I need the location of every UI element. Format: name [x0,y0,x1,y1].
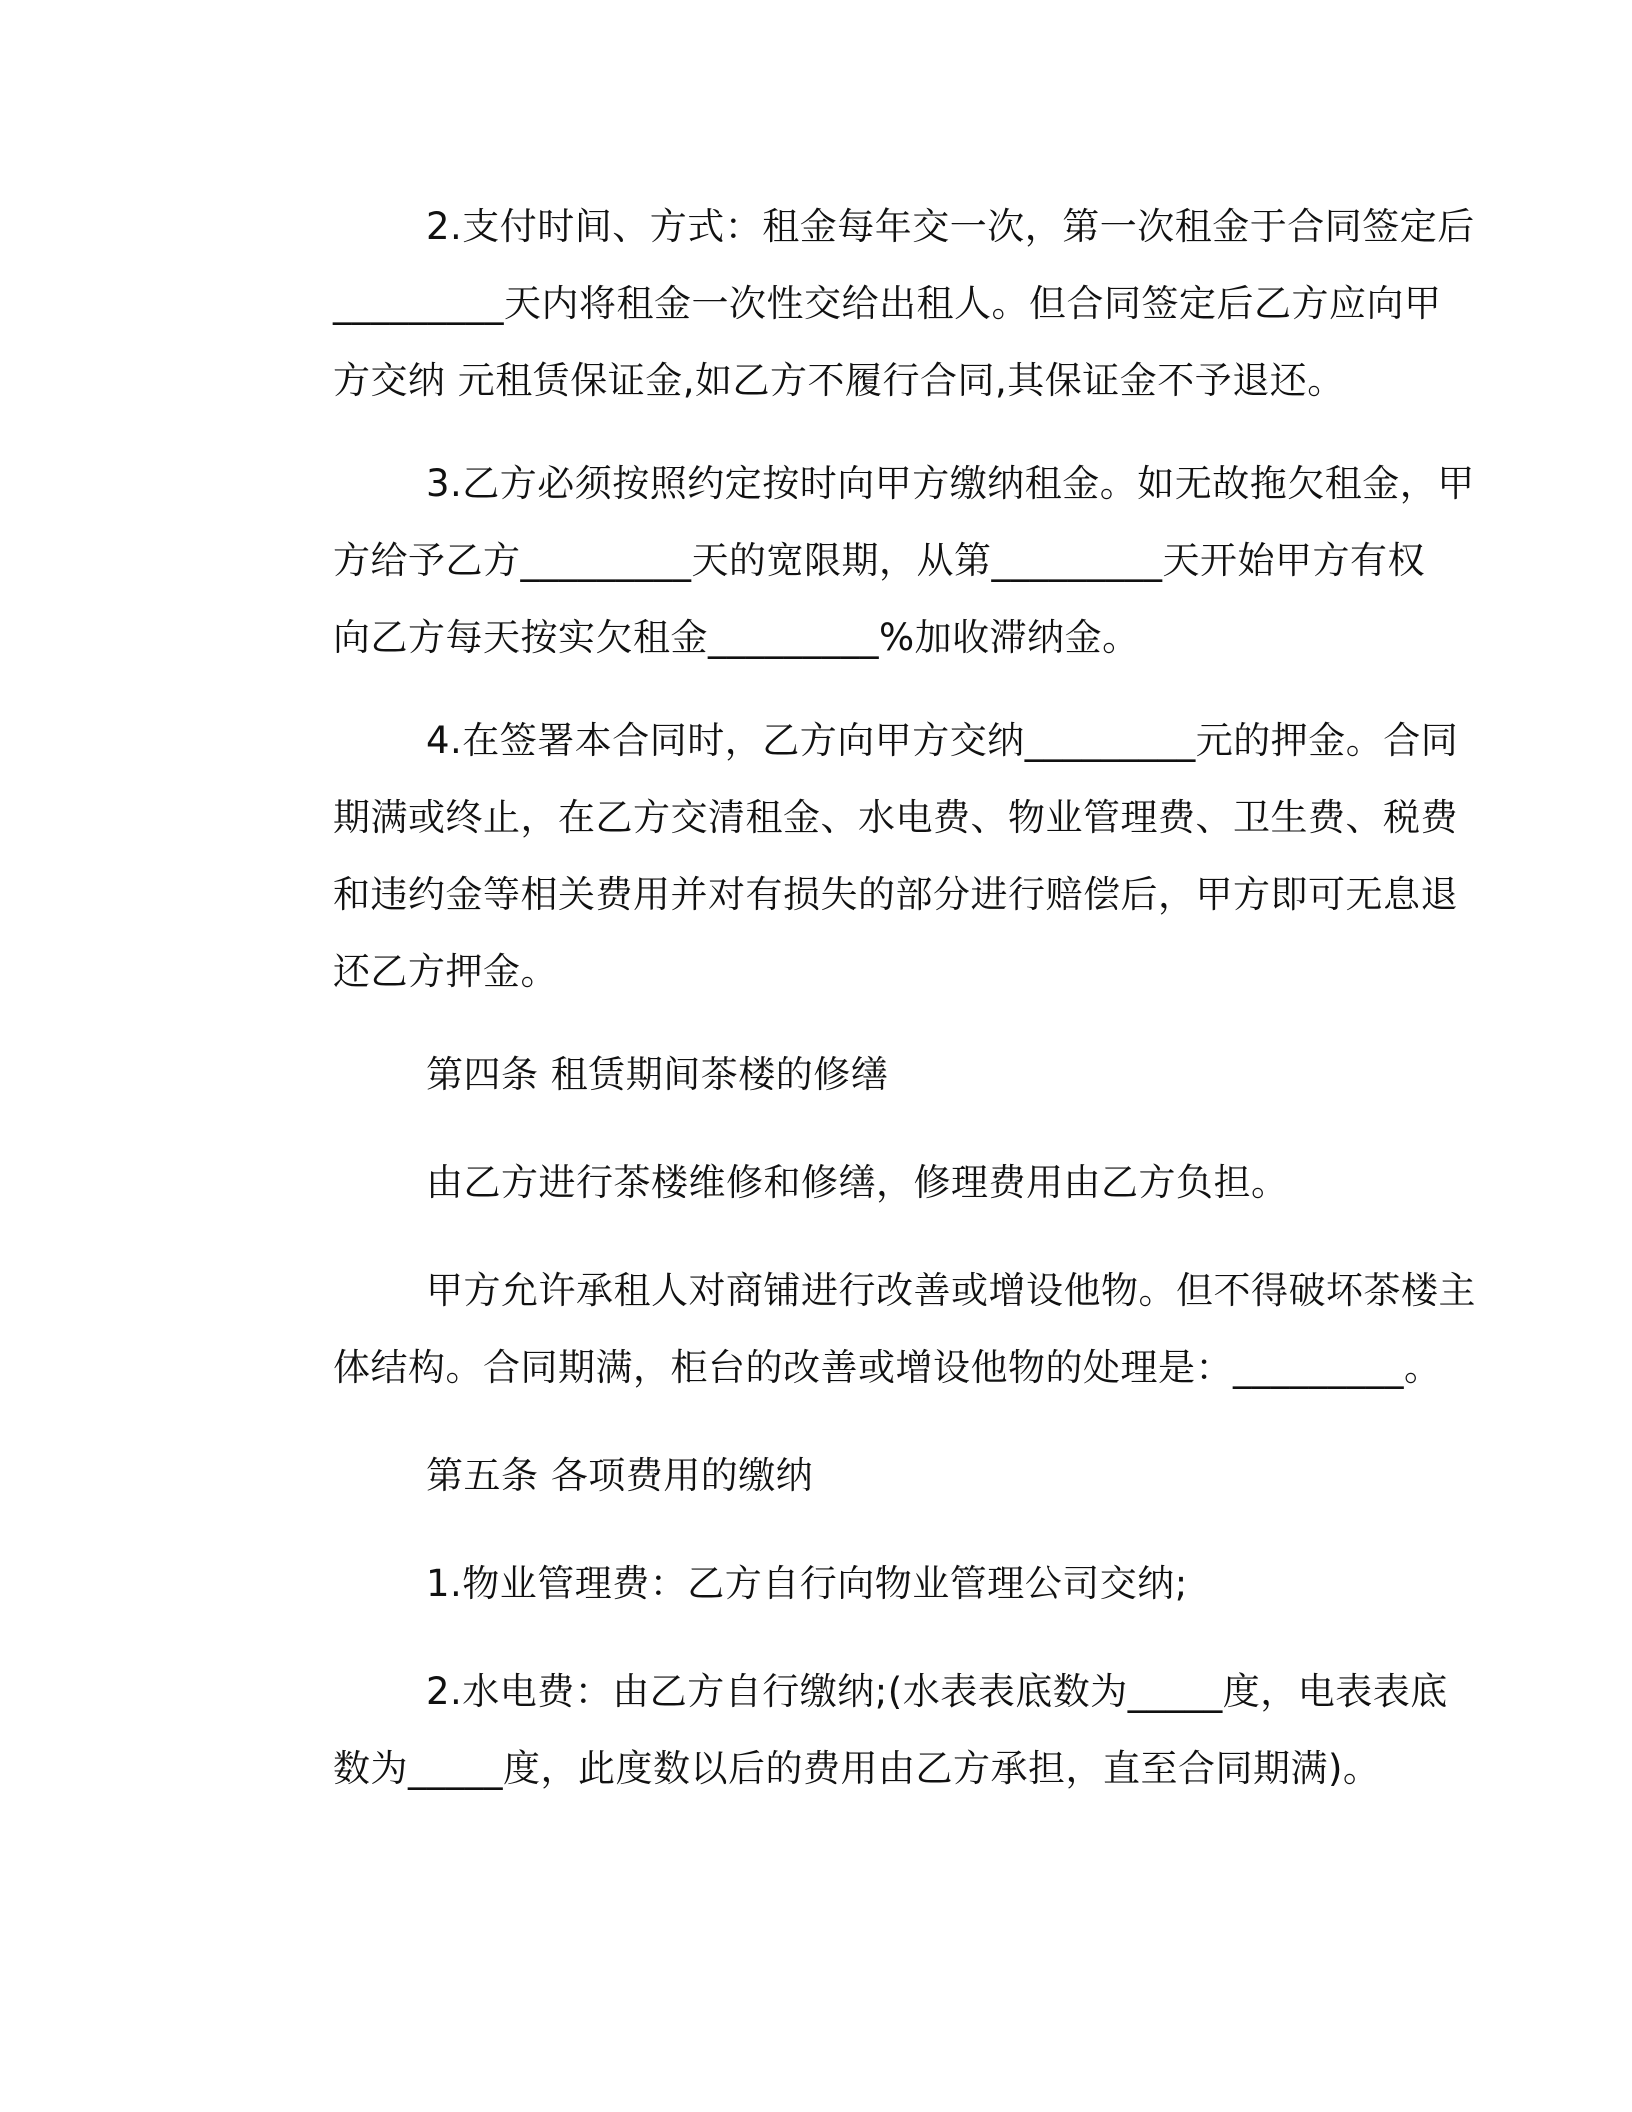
paragraph-improvements [240,1252,1476,1406]
text-line: 2.水电费：由乙方自行缴纳;(水表表底数为_____度，电表表底 [426,1670,1448,1713]
text-line: 3.乙方必须按照约定按时向甲方缴纳租金。如无故拖欠租金，甲 [426,462,1475,505]
text-line: 2.支付时间、方式：租金每年交一次，第一次租金于合同签定后 [426,205,1475,248]
text-line: 还乙方押金。 [333,950,558,993]
paragraph-property-fee [240,1545,1380,1622]
paragraph-late-payment [240,445,1475,676]
text-line: 体结构。合同期满，柜台的改善或增设他物的处理是：_________。 [333,1346,1442,1389]
text-line: 1.物业管理费：乙方自行向物业管理公司交纳; [426,1562,1188,1605]
paragraph-payment-time [240,188,1475,419]
paragraph-repairs [240,1144,1380,1221]
text-line: 期满或终止，在乙方交清租金、水电费、物业管理费、卫生费、税费 [333,796,1458,839]
text-line: 和违约金等相关费用并对有损失的部分进行赔偿后，甲方即可无息退 [333,873,1458,916]
text-line: 向乙方每天按实欠租金_________%加收滞纳金。 [333,616,1140,659]
paragraph-deposit [240,702,1459,1010]
text-line: 数为_____度，此度数以后的费用由乙方承担，直至合同期满)。 [333,1747,1381,1790]
section-heading-article-4 [240,1036,1380,1113]
document-body [240,188,1476,1833]
text-line: 方给予乙方_________天的宽限期，从第_________天开始甲方有权 [333,539,1425,582]
text-line: 甲方允许承租人对商铺进行改善或增设他物。但不得破坏茶楼主 [426,1269,1476,1312]
paragraph-utilities [240,1653,1448,1807]
text-line: _________天内将租金一次性交给出租人。但合同签定后乙方应向甲 [333,282,1442,325]
section-heading-article-5 [240,1437,1380,1514]
text-line: 方交纳 元租赁保证金,如乙方不履行合同,其保证金不予退还。 [333,359,1345,402]
heading-text: 第四条 租赁期间茶楼的修缮 [426,1053,889,1096]
text-line: 由乙方进行茶楼维修和修缮，修理费用由乙方负担。 [426,1161,1289,1204]
heading-text: 第五条 各项费用的缴纳 [426,1454,814,1497]
text-line: 4.在签署本合同时，乙方向甲方交纳_________元的押金。合同 [426,719,1459,762]
